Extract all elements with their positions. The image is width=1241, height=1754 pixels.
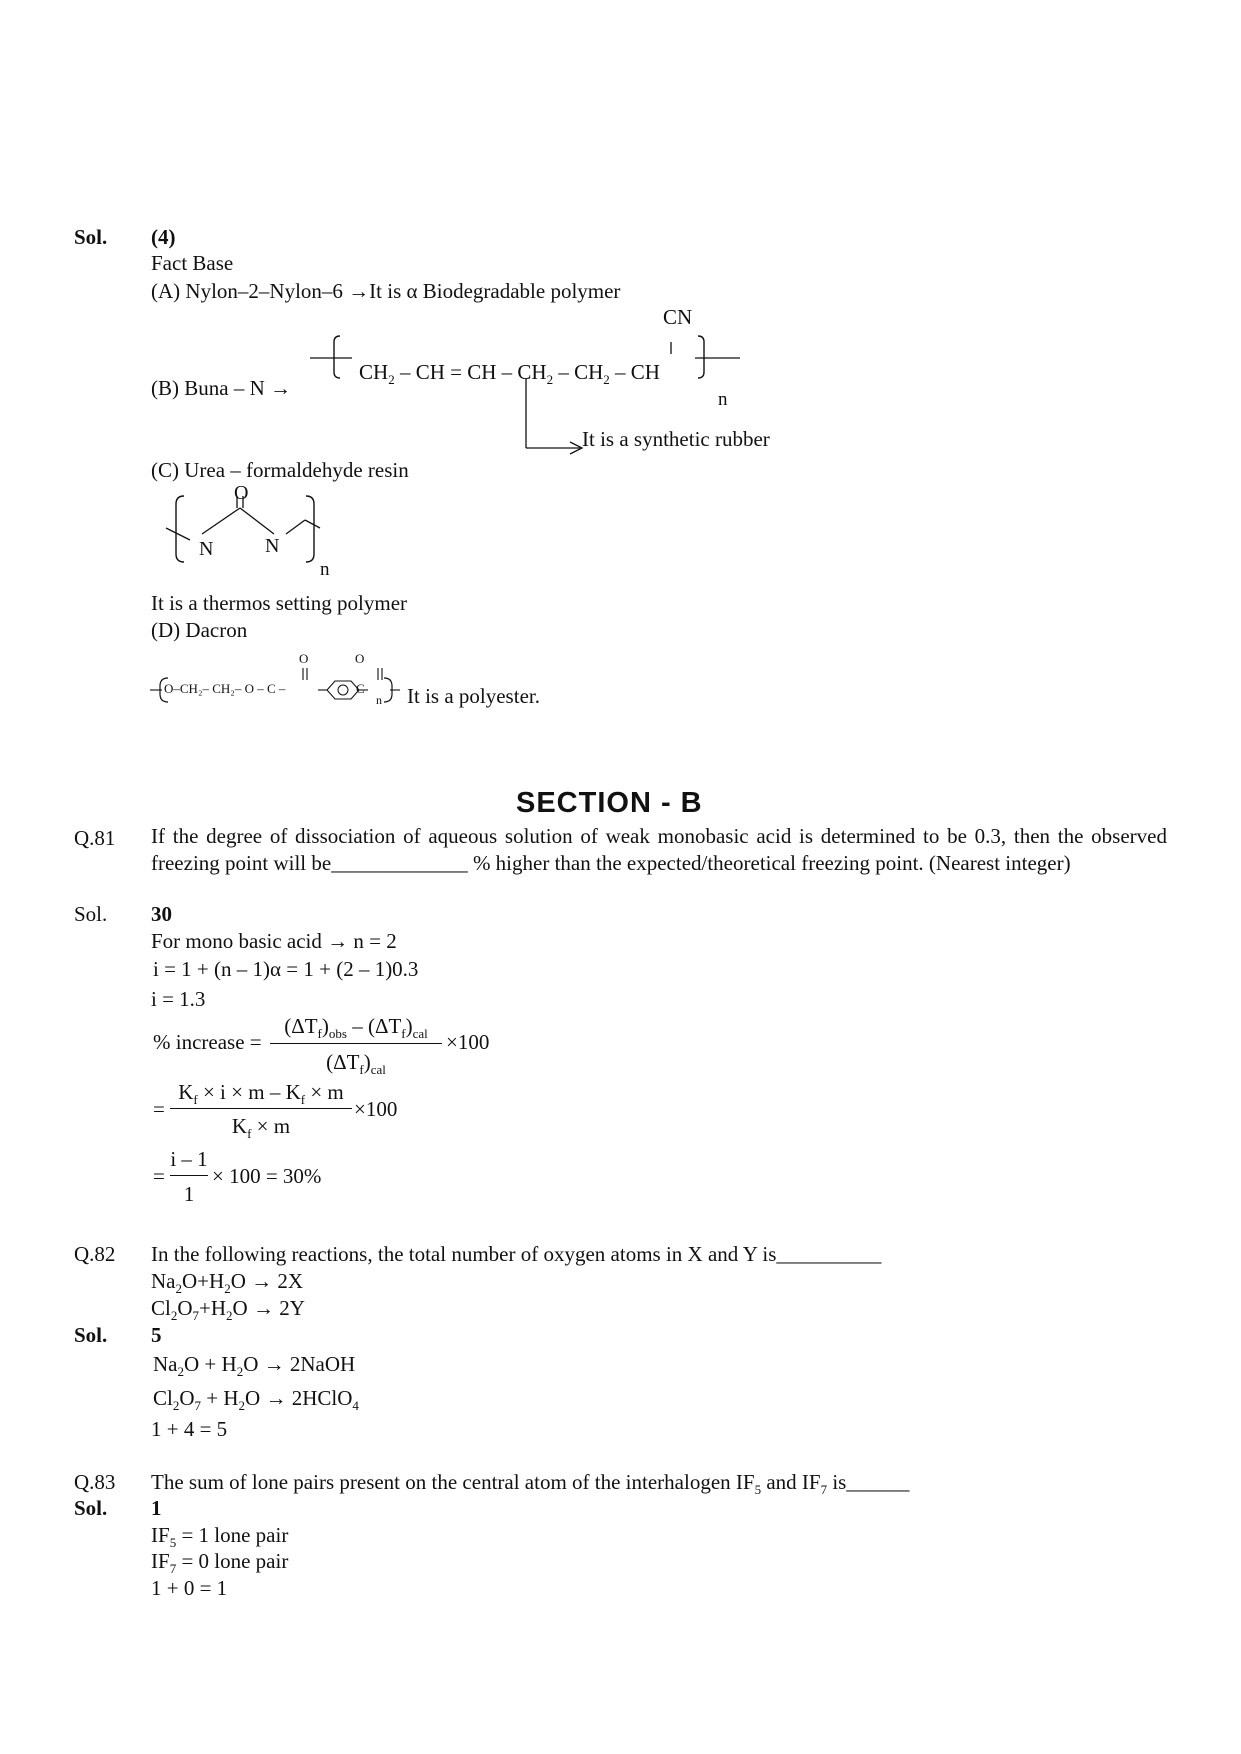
q81-eq-2: =	[153, 1097, 165, 1121]
q81-frac2-numerator: $K_f \times i \times m - K_f \times m$	[178, 1080, 344, 1108]
cn-group-label: CN	[663, 305, 693, 329]
buna-n-chain: $CH_2$ – CH = CH – $CH_2 - CH_2$ – CH	[359, 360, 660, 388]
buna-n-subscript-n: n	[718, 389, 728, 410]
q82-solution-1: $Na_2O + H_2O$ → 2NaOH	[153, 1352, 356, 1380]
dacron-oxygen-2: O	[355, 651, 365, 666]
q82-reaction-1: $Na_2O+H_2O \to 2X$	[151, 1269, 304, 1297]
q81-frac2-denominator: $K_f \times m$	[231, 1114, 291, 1142]
q81-sol-label: Sol.	[74, 902, 108, 926]
dacron-oxygen-1: O	[299, 651, 309, 666]
urea-formaldehyde-structure	[160, 488, 340, 580]
q81-frac2-bar	[170, 1108, 352, 1109]
q81-frac1-denominator: $(\Delta T_f)_{cal}$	[326, 1050, 386, 1078]
urea-nitrogen-2: N	[265, 535, 280, 557]
q81-frac3-bar	[170, 1175, 208, 1176]
q83-sol-label: Sol.	[74, 1496, 108, 1520]
q82-reaction-2: $Cl_2O_7+H_2O \to 2Y$	[151, 1296, 305, 1324]
option-b-label: (B) Buna – N →	[151, 376, 291, 400]
option-a-text: (A) Nylon–2–Nylon–6 →It is α Biodegradable polymer	[151, 279, 621, 303]
fact-base-label: Fact Base	[151, 251, 234, 275]
option-d-note: It is a polyester.	[407, 684, 540, 708]
sol-label: Sol.	[74, 225, 108, 249]
dacron-subscript-n: n	[376, 693, 382, 707]
q83-question: The sum of lone pairs present on the central atom of the interhalogen $IF_5$ and $IF_7$ is______	[151, 1470, 910, 1498]
option-b-note: It is a synthetic rubber	[582, 427, 770, 451]
q81-frac2-times100: ×100	[354, 1097, 398, 1121]
q81-frac1-times100: ×100	[446, 1030, 490, 1054]
q81-line-2: i = 1 + (n – 1)α = 1 + (2 – 1)0.3	[153, 957, 419, 981]
q81-frac3-denominator: 1	[183, 1182, 195, 1206]
dacron-carbon-2: C	[356, 681, 365, 696]
option-c-label: (C) Urea – formaldehyde resin	[151, 458, 409, 482]
urea-oxygen: O	[234, 482, 249, 504]
option-d-label: (D) Dacron	[151, 618, 248, 642]
q81-line-1: For mono basic acid → n = 2	[151, 929, 397, 953]
q81-label: Q.81	[74, 826, 116, 850]
q83-line-1: $IF_5 = 1$ lone pair	[151, 1523, 289, 1551]
q83-label: Q.83	[74, 1470, 116, 1494]
dacron-formula: O–CH₂– CH₂– O – C –	[164, 681, 286, 696]
q81-frac3-numerator: i – 1	[170, 1147, 208, 1171]
urea-nitrogen-1: N	[199, 538, 214, 560]
q81-question: If the degree of dissociation of aqueous solution of weak monobasic acid is determined to be 0.3, then the observed freezing point will be_____________ % higher than the expected/theoretical freezing point. (Nearest integer)	[151, 824, 1167, 875]
q81-line-3: i = 1.3	[151, 987, 206, 1011]
q81-frac1-numerator: $(\Delta T_f)_{obs} - (\Delta T_f)_{cal}$	[284, 1014, 428, 1042]
q81-frac3-result: × 100 = 30%	[212, 1164, 322, 1188]
q82-solution-2: $Cl_2O_7 + H_2O$ → 2HClO$_4$	[153, 1386, 359, 1414]
q82-sol-label: Sol.	[74, 1323, 108, 1347]
q82-sum: 1 + 4 = 5	[151, 1417, 228, 1441]
urea-subscript-n: n	[320, 559, 330, 580]
q81-answer: 30	[151, 902, 172, 926]
q82-question: In the following reactions, the total number of oxygen atoms in X and Y is__________	[151, 1242, 882, 1266]
q83-sum: 1 + 0 = 1	[151, 1576, 228, 1600]
q83-answer: 1	[151, 1496, 162, 1520]
q82-label: Q.82	[74, 1242, 116, 1266]
section-title: SECTION - B	[516, 787, 703, 819]
q83-line-2: $IF_7 = 0$ lone pair	[151, 1549, 289, 1577]
q81-pct-increase-label: % increase =	[153, 1030, 262, 1054]
option-c-note: It is a thermos setting polymer	[151, 591, 408, 615]
q82-answer: 5	[151, 1323, 162, 1347]
q81-frac1-bar	[270, 1043, 442, 1044]
sol-answer: (4)	[151, 225, 176, 249]
q81-eq-3: =	[153, 1164, 165, 1188]
